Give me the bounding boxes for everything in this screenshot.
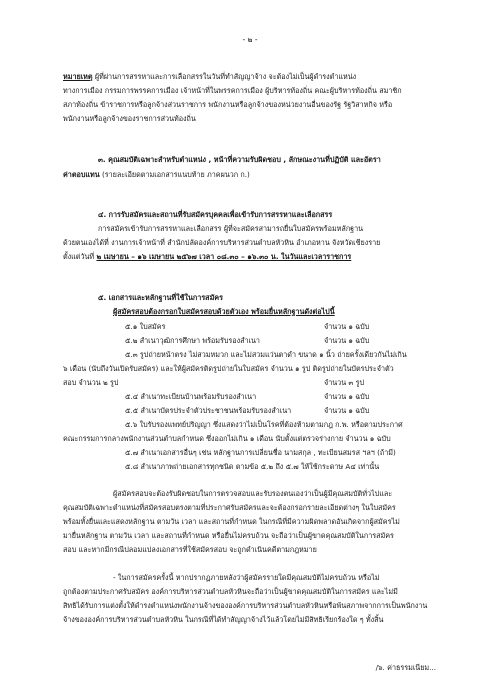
footer-continuation: /๖. ค่าธรรมเนียม...: [375, 663, 436, 672]
doc-item-5-4-qty: จำนวน ๑ ฉบับ: [324, 392, 370, 401]
paragraph2-line-2: ถูกต้องตามประกาศรับสมัคร องค์การบริหารส่วนตำบลหัวหินจะถือว่าเป็นผู้ขาดคุณสมบัติในการสมัคร และไม่มี: [63, 587, 398, 596]
doc-item-5-5-qty: จำนวน ๑ ฉบับ: [324, 406, 370, 415]
section3-heading-rest: (รายละเอียดตามเอกสารแนบท้าย ภาคผนวก ก.): [99, 170, 250, 179]
doc-item-5-3: ๕.๓ รูปถ่ายหน้าตรง ไม่สวมหมวก และไม่สวมแว่นตาดำ ขนาด ๑ นิ้ว ถ่ายครั้งเดียวกันไม่เกิน: [125, 350, 407, 359]
paragraph1-line-4: มายื่นหลักฐาน ตามวัน เวลา และสถานที่กำหนด หรือยื่นไม่ครบถ้วน จะถือว่าเป็นผู้ขาดคุณสมบัติในการสมัคร: [63, 531, 394, 540]
paragraph2-line-4: จ้างขององค์การบริหารส่วนตำบลหัวหิน ในกรณีที่ได้ทำสัญญาจ้างไว้แล้วโดยไม่มีสิทธิเรียกร้องใด ๆ ทั้งสิ้น: [63, 615, 384, 624]
section3-heading-bold: ค่าตอบแทน: [63, 170, 100, 179]
note-line-4: พนักงานหรือลูกจ้างของราชการส่วนท้องถิ่น: [63, 114, 196, 123]
section3-heading-line2: [63, 170, 250, 180]
paragraph2-line-1: - ในการสมัครครั้งนี้ หากปรากฏภายหลังว่าผู้สมัครรายใดมีคุณสมบัติไม่ครบถ้วน หรือไม่: [113, 573, 380, 582]
doc-item-5-3-qty: จำนวน ๓ รูป: [324, 378, 365, 387]
section4-line-2: ด้วยตนเองได้ที่ งานการเจ้าหน้าที่ สำนักปลัดองค์การบริหารส่วนตำบลหัวหิน อำเภอหาน จังหวัดเชียงราย: [63, 238, 381, 247]
section4-line-3: [63, 252, 351, 262]
paragraph1-line-5: สอบ และหากมีกรณีปลอมแปลงเอกสารที่ใช้สมัครสอบ จะถูกดำเนินคดีตามกฎหมาย: [63, 545, 317, 554]
note-line-1: [63, 72, 356, 82]
paragraph1-line-3: พร้อมทั้งยื่นและแสดงหลักฐาน ตามวัน เวลา และสถานที่กำหนด ในกรณีที่มีความผิดพลาดอันเกิดจากผู้สมัครไม่: [63, 517, 400, 526]
doc-item-5-8: ๕.๘ สำเนาภาพถ่ายเอกสารทุกชนิด ตามข้อ ๕.๒ ถึง ๕.๗ ให้ใช้กระดาษ A๔ เท่านั้น: [125, 462, 380, 471]
doc-item-5-4: ๕.๔ สำเนาทะเบียนบ้านพร้อมรับรองสำเนา: [125, 392, 257, 401]
doc-item-5-3-cont-1: ๖ เดือน (นับถึงวันเปิดรับสมัคร) และให้ผู้สมัครติดรูปถ่ายในใบสมัคร จำนวน ๑ รูป ติดรูปถ่ายในบัตรประจำตัว: [63, 364, 394, 373]
section4-heading: ๔. การรับสมัครและสถานที่รับสมัครบุคคลเพื่อเข้ารับการสรรหาและเลือกสรร: [98, 210, 333, 219]
doc-item-5-1-qty: จำนวน ๑ ฉบับ: [324, 322, 370, 331]
doc-item-5-5: ๕.๕ สำเนาบัตรประจำตัวประชาชนพร้อมรับรองสำเนา: [125, 406, 292, 415]
note-line-2: ทางการเมือง กรรมการพรรคการเมือง เจ้าหน้าที่ในพรรคการเมือง ผู้บริหารท้องถิ่น คณะผู้บริหารท้องถิ่น สมาชิก: [63, 86, 402, 95]
page-number: - ๒ -: [242, 35, 258, 44]
doc-item-5-2: ๕.๒ สำเนาวุฒิการศึกษา พร้อมรับรองสำเนา: [125, 336, 260, 345]
note-text-1: ผู้ที่ผ่านการสรรหาและการเลือกสรรในวันที่ทำสัญญาจ้าง จะต้องไม่เป็นผู้ดำรงตำแหน่ง: [94, 72, 357, 81]
doc-item-5-1: ๕.๑ ใบสมัคร: [125, 322, 166, 331]
section4-line-1: การสมัครเข้ารับการสรรหาและเลือกสรร ผู้ที่จะสมัครสามารถยื่นใบสมัครพร้อมหลักฐาน: [98, 224, 364, 233]
doc-item-5-6: ๕.๖ ใบรับรองแพทย์ปริญญา ซึ่งแสดงว่าไม่เป็นโรคที่ต้องห้ามตามกฎ ก.พ. หรือตามประกาศ: [125, 420, 403, 429]
paragraph2-line-3: สิทธิได้รับการแต่งตั้งให้ดำรงตำแหน่งพนักงานจ้างขององค์การบริหารส่วนตำบลหัวหินหรือพ้นสภาพจากการเป็นพนักงาน: [63, 601, 428, 610]
section4-date-range: ๒ เมษายน – ๑๖ เมษายน ๒๕๖๗ เวลา ๐๘.๓๐ – ๑๖.๓๐ น. ในวันและเวลาราชการ: [96, 252, 352, 261]
doc-item-5-7: ๕.๗ สำเนาเอกสารอื่นๆ เช่น หลักฐานการเปลี่ยนชื่อ นามสกุล , ทะเบียนสมรส ฯลฯ (ถ้ามี): [125, 448, 396, 457]
section5-subheading: ผู้สมัครสอบต้องกรอกใบสมัครสอบด้วยตัวเอง พร้อมยื่นหลักฐานดังต่อไปนี้: [113, 307, 335, 316]
doc-item-5-6-cont: คณะกรรมการกลางพนักงานส่วนตำบลกำหนด ซึ่งออกไม่เกิน ๑ เดือน นับตั้งแต่ตรวจร่างกาย จำนวน ๑ ฉบับ: [63, 434, 391, 443]
section4-date-prefix: ตั้งแต่วันที่: [63, 252, 97, 261]
paragraph1-line-1: ผู้สมัครสอบจะต้องรับผิดชอบในการตรวจสอบและรับรองตนเองว่าเป็นผู้มีคุณสมบัติทั่วไปและ: [113, 489, 393, 498]
note-line-3: สภาท้องถิ่น ข้าราชการหรือลูกจ้างส่วนราชการ พนักงานหรือลูกจ้างของหน่วยงานอื่นของรัฐ รัฐวิสาหกิจ หรือ: [63, 100, 393, 109]
doc-item-5-3-cont-2: สอบ จำนวน ๒ รูป: [63, 378, 119, 387]
doc-item-5-2-qty: จำนวน ๑ ฉบับ: [324, 336, 370, 345]
section5-heading: ๕. เอกสารและหลักฐานที่ใช้ในการสมัคร: [98, 293, 223, 302]
note-label: หมายเหตุ: [63, 72, 93, 81]
paragraph1-line-2: คุณสมบัติเฉพาะตำแหน่งที่สมัครสอบตรงตามที่ประกาศรับสมัครและจะต้องกรอกรายละเอียดต่างๆ ในใบสมัคร: [63, 503, 396, 512]
section3-heading: ๓. คุณสมบัติเฉพาะสำหรับตำแหน่ง , หน้าที่ความรับผิดชอบ , ลักษณะงานที่ปฏิบัติ และอัตรา: [98, 155, 381, 164]
